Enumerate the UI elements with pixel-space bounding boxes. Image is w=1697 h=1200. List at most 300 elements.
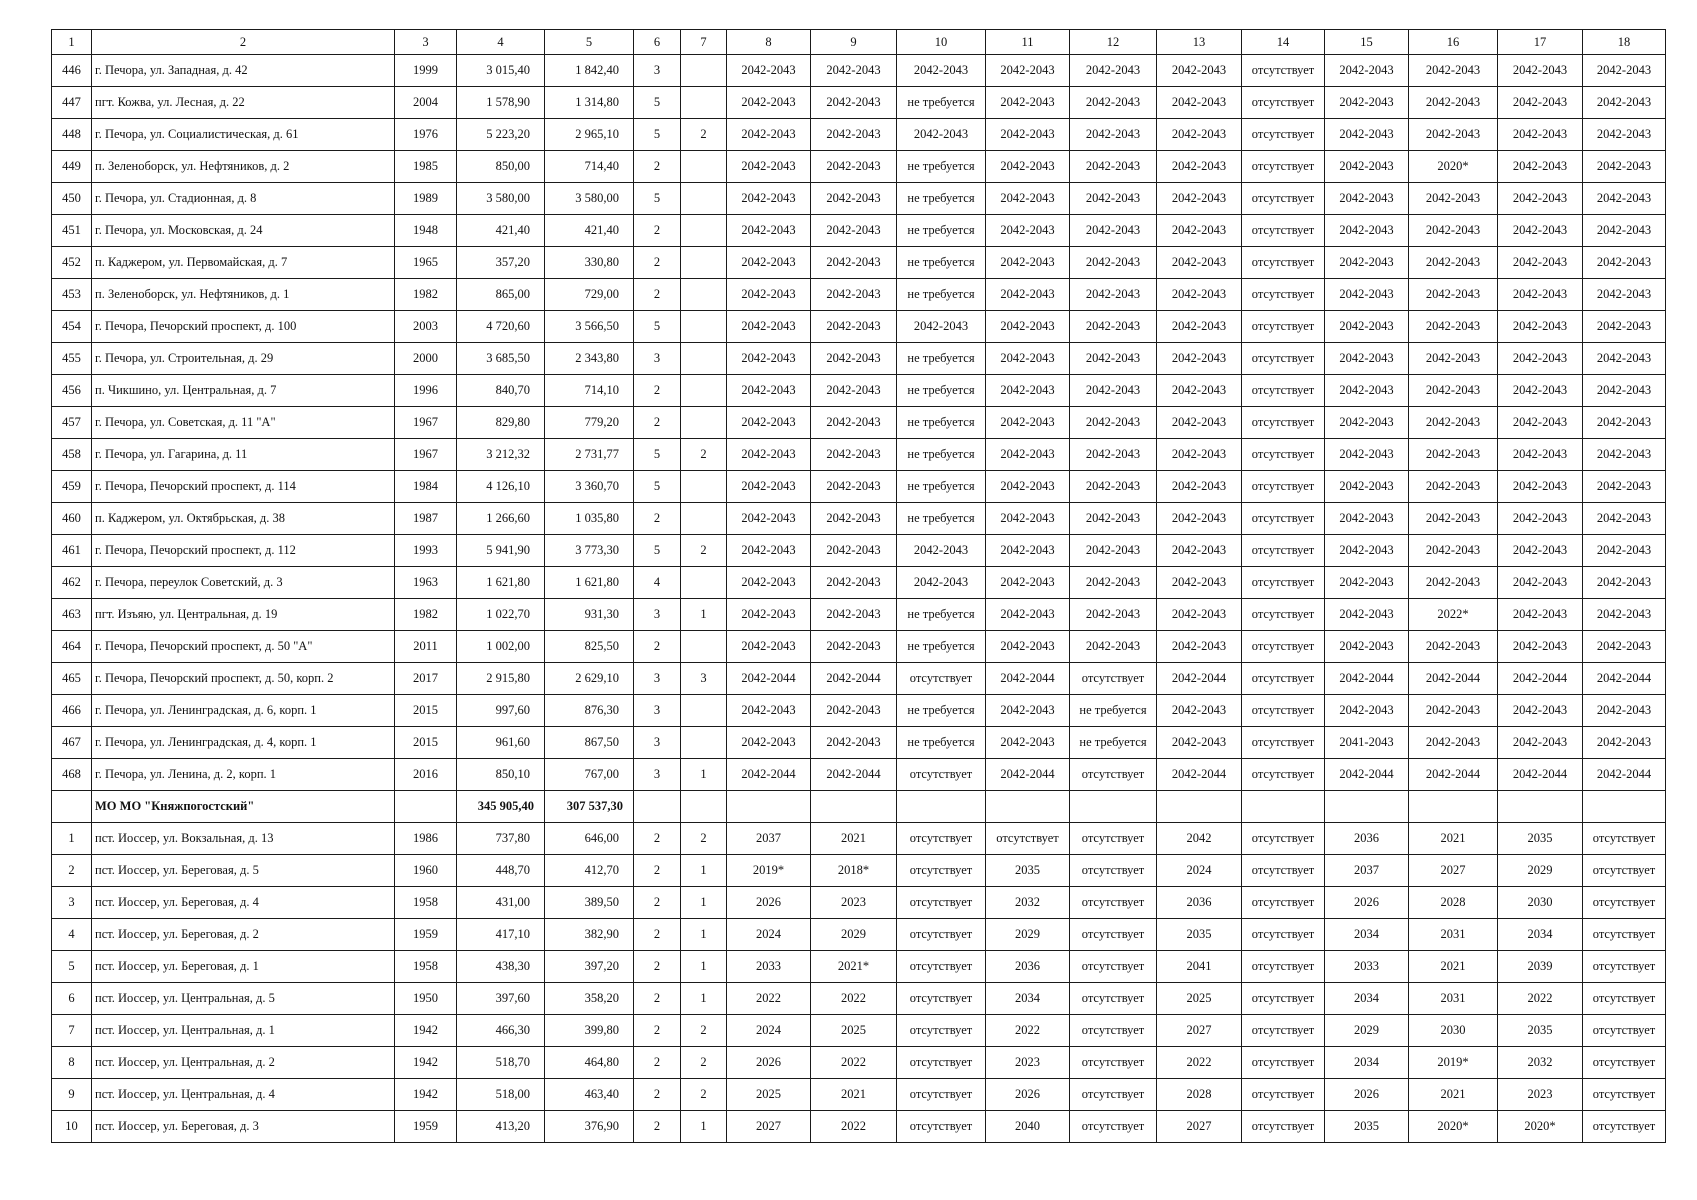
table-cell: 2023 [986,1047,1070,1079]
address-cell: пст. Иоссер, ул. Центральная, д. 1 [92,1015,395,1047]
table-cell: 2042-2043 [1409,343,1498,375]
area-cell: 961,60 [457,727,545,759]
year-cell: 1996 [395,375,457,407]
year-cell: 1999 [395,55,457,87]
row-number-cell: 466 [52,695,92,727]
table-cell: 2042-2043 [811,567,897,599]
table-cell: 2020* [1409,1111,1498,1143]
table-cell: 2022 [811,1111,897,1143]
table-cell: отсутствует [1242,439,1325,471]
year-cell: 2016 [395,759,457,791]
row-number-cell: 467 [52,727,92,759]
table-cell: 2024 [727,1015,811,1047]
table-cell: 2042-2043 [1498,727,1583,759]
table-cell: 2 [681,1015,727,1047]
table-cell: 2042-2043 [1070,55,1157,87]
table-cell: 2035 [1498,1015,1583,1047]
table-cell: не требуется [897,183,986,215]
area-cell: 3 015,40 [457,55,545,87]
table-cell: 2042-2043 [1157,407,1242,439]
area-cell: 448,70 [457,855,545,887]
address-cell: г. Печора, Печорский проспект, д. 100 [92,311,395,343]
year-cell: 1942 [395,1079,457,1111]
table-cell: 2042-2043 [727,695,811,727]
table-cell: 2042-2043 [1498,215,1583,247]
table-row [52,1111,1666,1143]
address-cell: г. Печора, Печорский проспект, д. 114 [92,471,395,503]
row-number-cell: 468 [52,759,92,791]
table-cell: 2042-2043 [727,439,811,471]
table-cell: 2042-2043 [1157,343,1242,375]
area-cell: 3 566,50 [545,311,634,343]
table-cell: не требуется [897,695,986,727]
address-cell: МО МО "Княжпогостский" [92,791,395,823]
table-cell: 2042-2043 [727,119,811,151]
column-number-13: 13 [1157,30,1242,55]
table-cell: 2040 [986,1111,1070,1143]
area-cell: 729,00 [545,279,634,311]
area-cell: 1 022,70 [457,599,545,631]
table-cell: 2021 [811,823,897,855]
table-cell: 5 [634,119,681,151]
table-cell: 2042-2043 [1325,87,1409,119]
table-cell: 2042-2043 [1498,247,1583,279]
table-cell: 2029 [986,919,1070,951]
area-cell: 876,30 [545,695,634,727]
table-cell [681,279,727,311]
table-cell: 2042-2043 [1498,631,1583,663]
table-cell: не требуется [897,343,986,375]
address-cell: г. Печора, Печорский проспект, д. 50 "А" [92,631,395,663]
table-cell: 5 [634,311,681,343]
table-cell: 2042-2043 [986,567,1070,599]
table-cell: 2034 [1325,919,1409,951]
table-cell: 2042-2043 [811,695,897,727]
table-cell: 2 [634,151,681,183]
table-cell: 2042-2043 [897,119,986,151]
table-cell: 2042-2043 [1325,631,1409,663]
table-cell: 2037 [727,823,811,855]
table-cell [1409,791,1498,823]
table-cell: отсутствует [1242,951,1325,983]
table-cell: 2042-2043 [986,439,1070,471]
table-cell: 2042-2043 [1325,599,1409,631]
table-cell: 2042-2043 [986,535,1070,567]
table-cell: отсутствует [1242,1111,1325,1143]
table-row [52,55,1666,87]
table-row [52,727,1666,759]
table-cell: 2042-2043 [727,183,811,215]
row-number-cell: 461 [52,535,92,567]
table-cell: 2042-2043 [811,343,897,375]
table-cell: 2034 [1498,919,1583,951]
table-cell: отсутствует [1242,855,1325,887]
table-cell: отсутствует [1242,1047,1325,1079]
column-number-9: 9 [811,30,897,55]
table-cell: отсутствует [1583,1079,1666,1111]
row-number-cell: 462 [52,567,92,599]
year-cell [395,791,457,823]
table-cell: 5 [634,535,681,567]
table-cell: 1 [681,919,727,951]
table-cell: 2042-2043 [1498,439,1583,471]
table-row [52,183,1666,215]
table-cell [986,791,1070,823]
table-cell: 2042-2043 [1583,471,1666,503]
address-cell: пст. Иоссер, ул. Береговая, д. 4 [92,887,395,919]
table-cell: 2042-2043 [1070,247,1157,279]
area-cell: 850,10 [457,759,545,791]
table-cell: 2035 [986,855,1070,887]
table-row [52,279,1666,311]
table-cell: 2042-2043 [986,215,1070,247]
table-cell: 2 [634,247,681,279]
area-cell: 1 578,90 [457,87,545,119]
table-cell: 2042-2043 [1325,215,1409,247]
column-number-12: 12 [1070,30,1157,55]
row-number-cell: 460 [52,503,92,535]
table-cell: отсутствует [897,663,986,695]
table-cell: 2042-2043 [1583,151,1666,183]
year-cell: 1984 [395,471,457,503]
table-cell: 2042-2043 [811,119,897,151]
table-cell: отсутствует [1070,1111,1157,1143]
table-cell: 2026 [727,1047,811,1079]
table-cell: отсутствует [1070,823,1157,855]
area-cell: 345 905,40 [457,791,545,823]
year-cell: 1987 [395,503,457,535]
area-cell: 3 360,70 [545,471,634,503]
table-cell [897,791,986,823]
table-cell: 2025 [1157,983,1242,1015]
table-cell: отсутствует [897,887,986,919]
row-number-cell: 455 [52,343,92,375]
table-cell: 2026 [1325,887,1409,919]
table-cell: 2042-2043 [1409,535,1498,567]
year-cell: 1982 [395,599,457,631]
table-cell: 2022* [1409,599,1498,631]
table-cell [1325,791,1409,823]
row-number-cell: 449 [52,151,92,183]
table-cell: 2042-2043 [1157,279,1242,311]
year-cell: 1950 [395,983,457,1015]
table-cell: 2042-2043 [727,279,811,311]
year-cell: 1959 [395,1111,457,1143]
table-row [52,151,1666,183]
table-cell: 2042-2043 [1498,87,1583,119]
table-cell: 2042-2043 [1583,119,1666,151]
table-cell: 2 [681,823,727,855]
column-number-11: 11 [986,30,1070,55]
table-cell: 2042-2043 [1498,471,1583,503]
table-cell: 2025 [727,1079,811,1111]
table-cell: 1 [681,983,727,1015]
table-cell: 2042-2043 [1070,215,1157,247]
table-cell: 2 [634,215,681,247]
table-cell [1070,791,1157,823]
column-number-5: 5 [545,30,634,55]
table-cell: 2042-2043 [1409,311,1498,343]
area-cell: 382,90 [545,919,634,951]
table-cell: 2021 [811,1079,897,1111]
table-cell: 2 [681,1079,727,1111]
table-cell: 2042-2044 [1325,663,1409,695]
table-cell: 3 [634,663,681,695]
table-cell: 2042-2044 [1325,759,1409,791]
area-cell: 3 580,00 [545,183,634,215]
row-number-cell: 9 [52,1079,92,1111]
area-cell: 779,20 [545,407,634,439]
address-cell: пст. Иоссер, ул. Береговая, д. 1 [92,951,395,983]
table-cell: 2034 [1325,983,1409,1015]
table-cell: 2042-2043 [1583,87,1666,119]
table-cell: 3 [634,599,681,631]
table-cell: 2042-2043 [811,87,897,119]
table-cell: не требуется [897,215,986,247]
table-cell: 2035 [1498,823,1583,855]
table-cell: 2021 [1409,1079,1498,1111]
table-cell: отсутствует [1242,503,1325,535]
table-cell: 2042-2043 [1498,119,1583,151]
table-cell: 2029 [811,919,897,951]
table-cell: 2042-2043 [1583,599,1666,631]
table-cell: 2042-2043 [1409,471,1498,503]
table-cell: 2042-2043 [1157,727,1242,759]
table-cell: 2042-2043 [1325,503,1409,535]
table-cell: 5 [634,183,681,215]
table-cell: 2042-2043 [1583,631,1666,663]
row-number-cell: 447 [52,87,92,119]
table-cell [1157,791,1242,823]
table-cell [681,471,727,503]
table-cell: отсутствует [1242,919,1325,951]
table-cell: 2022 [986,1015,1070,1047]
year-cell: 1982 [395,279,457,311]
table-row [52,535,1666,567]
table-cell: 2042-2044 [727,759,811,791]
table-cell: 2033 [1325,951,1409,983]
table-cell: 2027 [1409,855,1498,887]
table-cell: 2030 [1409,1015,1498,1047]
table-cell: 2042-2043 [1157,247,1242,279]
year-cell: 2004 [395,87,457,119]
area-cell: 2 965,10 [545,119,634,151]
table-cell [811,791,897,823]
table-cell [681,631,727,663]
table-cell: 2042-2043 [986,55,1070,87]
table-cell: 2042-2043 [1070,567,1157,599]
table-row [52,567,1666,599]
table-row [52,951,1666,983]
area-cell: 397,20 [545,951,634,983]
table-row [52,215,1666,247]
table-cell: отсутствует [1070,855,1157,887]
table-cell: 2042-2043 [811,183,897,215]
table-cell: 2042-2043 [811,151,897,183]
table-cell [681,727,727,759]
area-cell: 714,10 [545,375,634,407]
table-cell: 2042-2044 [1157,759,1242,791]
table-cell: отсутствует [1070,983,1157,1015]
table-cell: отсутствует [1583,983,1666,1015]
table-row [52,887,1666,919]
table-cell: 2042-2043 [727,215,811,247]
table-cell: 2042-2043 [1325,375,1409,407]
table-cell: 2 [681,535,727,567]
table-cell: 2042-2043 [986,503,1070,535]
table-cell: отсутствует [1242,247,1325,279]
address-cell: г. Печора, ул. Социалистическая, д. 61 [92,119,395,151]
address-cell: г. Печора, Печорский проспект, д. 112 [92,535,395,567]
column-number-3: 3 [395,30,457,55]
table-cell [681,87,727,119]
table-cell: 2042-2043 [1583,503,1666,535]
table-row [52,503,1666,535]
address-cell: пст. Иоссер, ул. Центральная, д. 4 [92,1079,395,1111]
table-cell: 2042-2043 [1409,247,1498,279]
table-cell: отсутствует [1583,951,1666,983]
table-row [52,87,1666,119]
table-cell: 2042-2043 [1583,311,1666,343]
table-cell: 2042-2043 [1070,407,1157,439]
row-number-cell: 459 [52,471,92,503]
area-cell: 2 343,80 [545,343,634,375]
table-cell: 2042-2044 [1157,663,1242,695]
table-cell: отсутствует [1242,535,1325,567]
table-cell: 2042-2043 [1325,471,1409,503]
table-cell: отсутствует [1242,887,1325,919]
table-cell: 2 [634,823,681,855]
table-cell: 2042-2043 [1409,407,1498,439]
table-cell: 2042-2043 [811,535,897,567]
table-cell: отсутствует [1242,663,1325,695]
table-row [52,1079,1666,1111]
table-cell: отсутствует [1242,119,1325,151]
area-cell: 397,60 [457,983,545,1015]
table-cell: 2042-2043 [1409,727,1498,759]
table-row [52,439,1666,471]
table-cell: 2029 [1325,1015,1409,1047]
table-cell: 2042-2043 [727,535,811,567]
table-cell: не требуется [897,151,986,183]
table-cell: 2024 [727,919,811,951]
table-cell: отсутствует [1242,279,1325,311]
document-page [51,29,1665,1143]
area-cell: 431,00 [457,887,545,919]
table-cell: отсутствует [1242,727,1325,759]
table-cell: отсутствует [1583,1111,1666,1143]
table-cell: 2027 [1157,1111,1242,1143]
table-cell: 2042-2043 [1157,631,1242,663]
section-row [52,791,1666,823]
year-cell: 1948 [395,215,457,247]
table-cell: 2042-2043 [1409,279,1498,311]
area-cell: 464,80 [545,1047,634,1079]
table-cell [681,375,727,407]
column-number-8: 8 [727,30,811,55]
row-number-cell: 464 [52,631,92,663]
table-cell: 5 [634,471,681,503]
table-cell: отсутствует [897,1015,986,1047]
table-cell: 3 [634,343,681,375]
table-cell: 2037 [1325,855,1409,887]
table-cell: 2042-2043 [1070,87,1157,119]
table-cell: 2018* [811,855,897,887]
table-cell: 2042-2043 [1409,215,1498,247]
table-cell: 2022 [727,983,811,1015]
table-cell: 2021 [1409,823,1498,855]
table-cell: 2042-2043 [1498,343,1583,375]
area-cell: 867,50 [545,727,634,759]
table-cell: 2042-2043 [897,535,986,567]
table-cell: отсутствует [1242,567,1325,599]
table-cell: 2035 [1157,919,1242,951]
year-cell: 1965 [395,247,457,279]
table-cell: не требуется [897,631,986,663]
table-cell: отсутствует [1242,151,1325,183]
table-cell: не требуется [897,375,986,407]
table-cell: 2042-2043 [811,311,897,343]
table-cell: отсутствует [897,759,986,791]
area-cell: 307 537,30 [545,791,634,823]
table-cell: 2042-2043 [1157,567,1242,599]
row-number-cell: 450 [52,183,92,215]
table-cell: 2042-2043 [1157,439,1242,471]
table-cell: 2 [681,439,727,471]
table-cell: 2034 [1325,1047,1409,1079]
table-cell: 2042-2043 [811,631,897,663]
housing-repair-schedule-table [51,29,1666,1143]
table-cell: отсутствует [1242,823,1325,855]
table-cell: отсутствует [1242,471,1325,503]
table-cell: 2034 [986,983,1070,1015]
table-cell: 2026 [727,887,811,919]
table-cell: 2042-2043 [986,119,1070,151]
address-cell: г. Печора, переулок Советский, д. 3 [92,567,395,599]
table-cell: отсутствует [1242,631,1325,663]
table-cell: 2042-2043 [1325,183,1409,215]
table-cell: отсутствует [1583,823,1666,855]
area-cell: 1 842,40 [545,55,634,87]
address-cell: пст. Иоссер, ул. Береговая, д. 3 [92,1111,395,1143]
address-cell: г. Печора, ул. Западная, д. 42 [92,55,395,87]
area-cell: 825,50 [545,631,634,663]
table-cell: 2039 [1498,951,1583,983]
row-number-cell: 458 [52,439,92,471]
table-cell: 2042-2043 [811,503,897,535]
table-row [52,663,1666,695]
table-cell: отсутствует [1242,55,1325,87]
table-cell: отсутствует [1583,887,1666,919]
year-cell: 1942 [395,1047,457,1079]
year-cell: 2015 [395,695,457,727]
table-cell: 2042-2043 [897,567,986,599]
area-cell: 1 002,00 [457,631,545,663]
table-cell: 2029 [1498,855,1583,887]
table-cell: 2042-2043 [1583,727,1666,759]
table-cell: отсутствует [1242,759,1325,791]
area-cell: 2 915,80 [457,663,545,695]
address-cell: г. Печора, ул. Ленинградская, д. 4, корп. 1 [92,727,395,759]
table-cell: 2 [681,119,727,151]
area-cell: 413,20 [457,1111,545,1143]
table-row [52,919,1666,951]
table-cell: 2042-2043 [1157,151,1242,183]
area-cell: 4 720,60 [457,311,545,343]
table-cell: 2042-2043 [1325,407,1409,439]
table-cell: 2042-2043 [1157,215,1242,247]
table-cell: 5 [634,87,681,119]
